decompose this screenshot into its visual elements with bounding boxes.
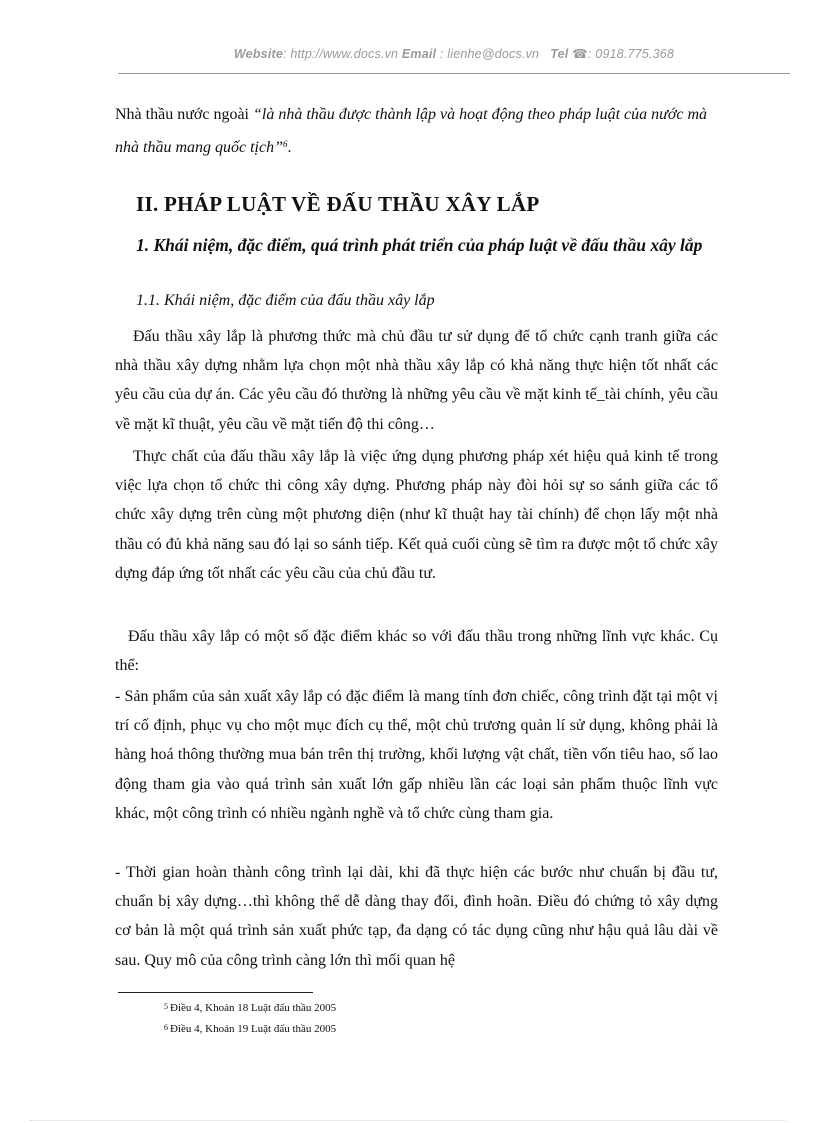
page-bottom-border	[30, 1120, 786, 1121]
website-value: : http://www.docs.vn	[283, 47, 399, 61]
website-label: Website	[233, 47, 284, 61]
footnote-5	[164, 1000, 336, 1015]
intro-end: .	[287, 138, 292, 156]
tel-label: Tel ☎	[550, 47, 588, 61]
footnote-divider	[118, 992, 313, 993]
paragraph-features-intro: Đấu thầu xây lắp có một số đặc điểm khác so với đấu thầu trong những lĩnh vực khác. Cụ thể:	[115, 628, 718, 675]
header-divider	[118, 73, 790, 74]
intro-quote: “là nhà thầu được thành lập và hoạt động theo pháp luật của nước mà nhà thầu mang quốc tịch”	[115, 106, 708, 156]
subsubsection-heading: 1.1. Khái niệm, đặc điểm của đấu thầu xây lắp	[136, 292, 435, 309]
footnote-5-number: 5	[164, 1002, 168, 1011]
paragraph-definition: Đấu thầu xây lắp là phương thức mà chủ đầu tư sử dụng để tổ chức cạnh tranh giữa các nhà thầu xây dựng nhằm lựa chọn một nhà thầu xây lắp có khả năng thực hiện tốt nhất các yêu cầu của dự án. Các yêu cầu đó thường là những yêu cầu về mặt kinh tế_tài chính, yêu cầu về mặt kĩ thuật, yêu cầu về mặt tiến độ thi công…	[115, 328, 718, 433]
footnote-6-number: 6	[164, 1023, 168, 1032]
tel-value: : 0918.775.368	[587, 47, 675, 61]
intro-lead: Nhà thầu nước ngoài	[115, 106, 253, 123]
footnote-6-text: Điều 4, Khoản 19 Luật đấu thầu 2005	[170, 1023, 337, 1035]
list-item-duration: - Thời gian hoàn thành công trình lại dài, khi đã thực hiện các bước như chuẩn bị đầu tư, chuẩn bị xây dựng…thì không thể dễ dàng thay đổi, đình hoãn. Điều đó chứng tỏ xây dựng cơ bản là một quá trình sản xuất phức tạp, đa dạng có tác dụng cũng như hậu quả lâu dài về sau. Quy mô của công trình càng lớn thì mối quan hệ	[115, 864, 718, 969]
subsection-heading: 1. Khái niệm, đặc điểm, quá trình phát triển của pháp luật về đấu thầu xây lắp	[136, 235, 703, 255]
email-label: Email	[401, 47, 437, 61]
email-value: : lienhe@docs.vn	[436, 47, 540, 61]
paragraph-essence: Thực chất của đấu thầu xây lắp là việc ứng dụng phương pháp xét hiệu quả kinh tế trong việc lựa chọn tổ chức thi công xây dựng. Phương pháp này đòi hỏi sự so sánh giữa các tổ chức xây dựng trên cùng một phương diện (như kĩ thuật hay tài chính) để chọn lấy một nhà thầu có đủ khả năng sau đó lại so sánh tiếp. Kết quả cuối cùng sẽ tìm ra được một tổ chức xây dựng đáp ứng tốt nhất các yêu cầu của chủ đầu tư.	[115, 448, 718, 582]
section-heading: II. PHÁP LUẬT VỀ ĐẤU THẦU XÂY LẮP	[136, 192, 540, 216]
footnote-ref-6: 6	[283, 138, 288, 149]
intro-paragraph	[115, 100, 718, 162]
page-header	[118, 46, 790, 61]
footnote-5-text: Điều 4, Khoản 18 Luật đấu thầu 2005	[170, 1002, 337, 1014]
list-item-product: - Sản phẩm của sản xuất xây lắp có đặc điểm là mang tính đơn chiếc, công trình đặt tại một vị trí cố định, phục vụ cho một mục đích cụ thể, một chủ trương quản lí sử dụng, không phải là hàng hoá thông thường mua bán trên thị trường, khối lượng vật chất, tiền vốn tiêu hao, số lao động tham gia vào quá trình sản xuất lớn gấp nhiều lần các loại sản phẩm thuộc lĩnh vực khác, một công trình có nhiều ngành nghề và tổ chức cùng tham gia.	[115, 688, 718, 822]
footnote-6	[164, 1021, 336, 1036]
